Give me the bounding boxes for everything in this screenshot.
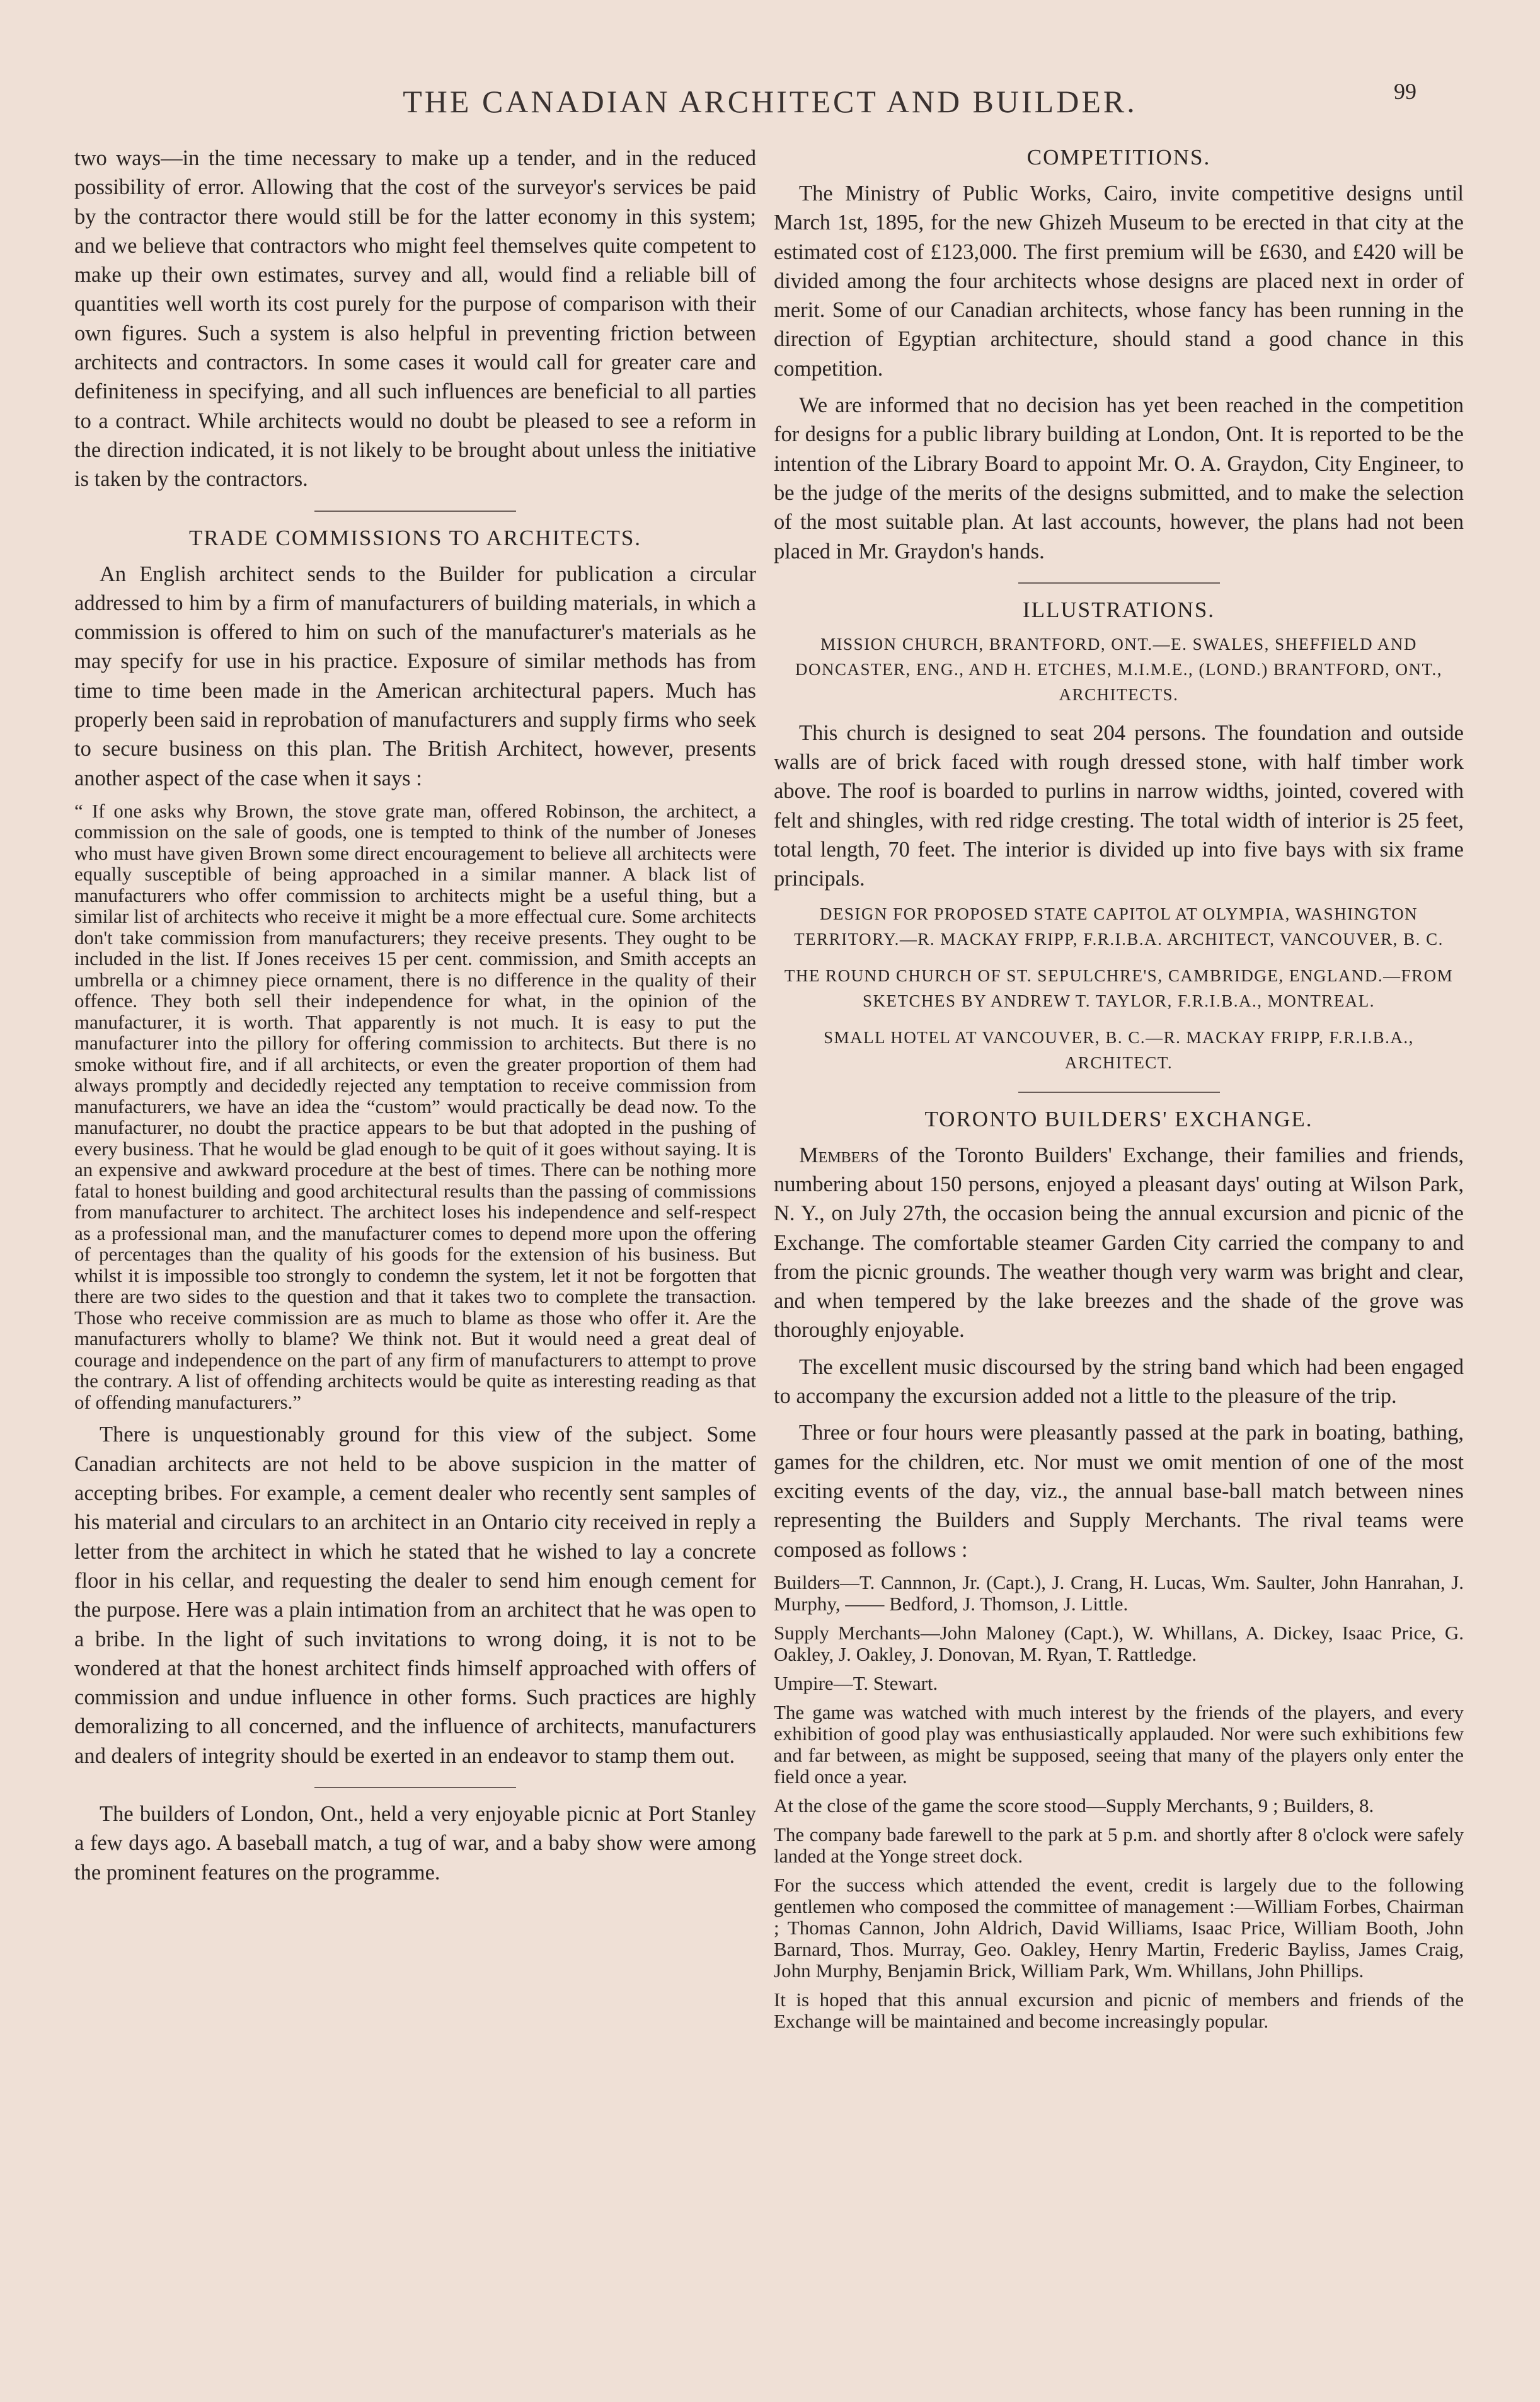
trade-paragraph-2: There is unquestionably ground for this view of the subject. Some Canadian architects are not held to be above suspicion in the matter of accepting bribes. For example, a cement dealer who recently sent samples of his material and circulars to an architect in an Ontario city received in reply a letter from the architect in which he stated that he wished to lay a concrete floor in his cellar, and requesting the dealer to send him enough cement for the purpose. Here was a plain intimation from an architect that he was open to a bribe. In the light of such invitations to wrong doing, it is not to be wondered at that the honest architect finds himself approached with offers of commission and undue influence in other forms. Such practices are highly demoralizing to all concerned, and the influence of architects, manufacturers and dealers of integrity should be exerted in an endeavor to stamp them out. xyxy=(74,1423,756,1768)
toronto-paragraph-5: At the close of the game the score stood—Supply Merchants, 9 ; Builders, 8. xyxy=(774,1794,1374,1816)
toronto-paragraph-4: The game was watched with much interest by the friends of the players, and every exhibition of good play was enthusiastically applauded. Nor were such exhibitions few and far between, as might be supposed, seeing that many of the players only enter the field once a year. xyxy=(774,1700,1464,1787)
illustrations-heading: ILLUSTRATIONS. xyxy=(1022,597,1215,622)
running-title: THE CANADIAN ARCHITECT AND BUILDER. xyxy=(403,84,1137,119)
left-column xyxy=(74,144,756,1895)
intro-paragraph: two ways—in the time necessary to make up a tender, and in the reduced possibility of error. Allowing that the cost of the surveyor's services be paid by the contractor there would still be for the latter economy in this system; and we believe that contractors who might feel themselves quite competent to make up their own estimates, survey and all, would find a reliable bill of quantities well worth its cost purely for the purpose of comparison with their own figures. Such a system is also helpful in preventing friction between architects and contractors. In some cases it would call for greater care and definiteness in specifying, and all such influences are beneficial to all parties to a contract. While architects would no doubt be pleased to see a reform in the direction indicated, it is not likely to be brought about unless the initiative is taken by the contractors. xyxy=(74,146,756,492)
section-divider xyxy=(1018,1092,1220,1093)
illustration-caption-state-capitol: DESIGN FOR PROPOSED STATE CAPITOL AT OLYMPIA, WASHINGTON TERRITORY.—R. MACKAY FRIPP, F.R.I.B.A. ARCHITECT, VANCOUVER, B. C. xyxy=(794,904,1444,949)
toronto-builders-team: Builders—T. Cannnon, Jr. (Capt.), J. Crang, H. Lucas, Wm. Saulter, John Hanrahan, J. Murphy, —— Bedford, J. Thomson, J. Little. xyxy=(774,1571,1464,1615)
section-divider xyxy=(314,511,516,512)
competitions-heading: COMPETITIONS. xyxy=(1026,145,1211,170)
trade-paragraph-1: An English architect sends to the Builder for publication a circular addressed to him by a firm of manufacturers of building materials, in which a commission is offered to him on such of the manufacturer's materials as he may specify for use in his practice. Exposure of similar methods has from time to time been made in the American architectural papers. Much has properly been said in reprobation of manufacturers and supply firms who seek to secure business on this plan. The British Architect, however, presents another aspect of the case when it says : xyxy=(74,562,756,790)
toronto-paragraph-1 xyxy=(774,1141,1464,1345)
right-column xyxy=(774,144,1464,2040)
section-divider xyxy=(1018,582,1220,584)
toronto-paragraph-6: The company bade farewell to the park at 5 p.m. and shortly after 8 o'clock were safely landed at the Yonge street dock. xyxy=(774,1823,1464,1867)
toronto-umpire: Umpire—T. Stewart. xyxy=(774,1672,938,1694)
toronto-paragraph-3: Three or four hours were pleasantly passed at the park in boating, bathing, games for the children, etc. Nor must we omit mention of one of the most exciting events of the day, viz., the annual base-ball match between nines representing the Builders and Supply Merchants. The rival teams were composed as follows : xyxy=(774,1421,1464,1562)
section-divider xyxy=(314,1787,516,1788)
trade-quote: “ If one asks why Brown, the stove grate man, offered Robinson, the architect, a commission on the sale of goods, one is tempted to think of the number of Joneses who must have given Brown some direct encouragement to believe all architects were equally susceptible of being approached in a similar manner. A black list of manufacturers who offer commission to architects might be a useful thing, but a similar list of architects who receive it might be a more effectual cure. Some architects don't take commission from manufacturers; they receive presents. They ought to be included in the list. If Jones receives 15 per cent. commission, and Smith accepts an umbrella or a chimney piece ornament, there is no difference in the quality of their offence. They both sell their independence for what, in the opinion of the manufacturer, it is worth. That apparently is not much. It is easy to put the manufacturer into the pillory for offering commission to architects. But there is no smoke without fire, and if all architects, or even the greater proportion of them had always promptly and decidedly rejected any temptation to receive commission from manufacturers, we have an idea the “custom” would practically be dead now. To the manufacturer, no doubt the practice appears to be but that adopted in the pushing of every business. That he would be glad enough to be quit of it goes without saying. It is an expensive and awkward procedure at the best of times. There can be nothing more fatal to honest building and good architectural results than the passing of commissions from manufacturer to architect. The architect loses his independence and self-respect as a professional man, and the manufacturer comes to depend more upon the offering of percentages than the quality of his goods for the extension of his business. But whilst it is impossible too strongly to condemn the system, let it not be forgotten that there are two sides to the question and that it takes two to complete the transaction. Those who receive commission are as much to blame as those who offer it. Are the manufacturers wholly to blame? We think not. But it would need a great deal of courage and independence on the part of any firm of manufacturers to attempt to prove the contrary. A list of offending architects would be quite as interesting reading as that of offending manufacturers.” xyxy=(74,799,756,1413)
toronto-paragraph-7: For the success which attended the event, credit is largely due to the following gentlemen who composed the committee of management :—William Forbes, Chairman ; Thomas Cannon, John Aldrich, David Williams, Isaac Price, William Booth, John Barnard, Thos. Murray, Geo. Oakley, Henry Martin, Frederic Bayliss, James Craig, John Murphy, Benjamin Brick, William Park, Wm. Whillans, John Phillips. xyxy=(774,1873,1464,1982)
illustration-caption-round-church: THE ROUND CHURCH OF ST. SEPULCHRE'S, CAMBRIDGE, ENGLAND.—FROM SKETCHES BY ANDREW T. TAYLOR, F.R.I.B.A., MONTREAL. xyxy=(784,966,1454,1010)
toronto-paragraph-1-text: of the Toronto Builders' Exchange, their families and friends, numbering about 150 persons, enjoyed a pleasant days' outing at Wilson Park, N. Y., on July 27th, the occasion being the annual excursion and picnic of the Exchange. The comfortable steamer Garden City carried the company to and from the picnic grounds. The weather though very warm was bright and clear, and when tempered by the lake breezes and the shade of the grove was thoroughly enjoyable. xyxy=(774,1143,1464,1342)
illustration-caption-small-hotel: SMALL HOTEL AT VANCOUVER, B. C.—R. MACKAY FRIPP, F.R.I.B.A., ARCHITECT. xyxy=(824,1027,1414,1072)
illustration-paragraph-mission-church: This church is designed to seat 204 persons. The foundation and outside walls are of brick faced with rough dressed stone, with half timber work above. The roof is boarded to purlins in narrow widths, jointed, covered with felt and shingles, with red ridge cresting. The total width of interior is 25 feet, total length, 70 feet. The interior is divided up into five bays with six frame principals. xyxy=(774,720,1464,891)
trade-commissions-heading: TRADE COMMISSIONS TO ARCHITECTS. xyxy=(188,525,642,550)
london-picnic-paragraph: The builders of London, Ont., held a very enjoyable picnic at Port Stanley a few days ago. A baseball match, a tug of war, and a baby show were among the prominent features on the programme. xyxy=(74,1802,756,1885)
toronto-supply-team: Supply Merchants—John Maloney (Capt.), W. Whillans, A. Dickey, Isaac Price, G. Oakley, J. Oakley, J. Donovan, M. Ryan, T. Rattledge. xyxy=(774,1621,1464,1665)
toronto-paragraph-8: It is hoped that this annual excursion and picnic of members and friends of the Exchange will be maintained and become increasingly popular. xyxy=(774,1988,1464,2032)
toronto-lead-word: Members xyxy=(799,1143,879,1167)
competitions-paragraph-2: We are informed that no decision has yet been reached in the competition for designs for a public library building at London, Ont. It is reported to be the intention of the Library Board to appoint Mr. O. A. Graydon, City Engineer, to be the judge of the merits of the designs submitted, and to make the selection of the most suitable plan. At last accounts, however, the plans had not been placed in Mr. Graydon's hands. xyxy=(774,393,1464,563)
page-number: 99 xyxy=(1394,79,1416,104)
competitions-paragraph-1: The Ministry of Public Works, Cairo, invite competitive designs until March 1st, 1895, for the new Ghizeh Museum to be erected in that city at the estimated cost of £123,000. The first premium will be £630, and £420 will be divided among the four architects whose designs are placed next in order of merit. Some of our Canadian architects, whose fancy has been running in the direction of Egyptian architecture, should stand a good chance in this competition. xyxy=(774,182,1464,381)
toronto-exchange-heading: TORONTO BUILDERS' EXCHANGE. xyxy=(924,1106,1313,1131)
illustration-caption-mission-church: MISSION CHURCH, BRANTFORD, ONT.—E. SWALES, SHEFFIELD AND DONCASTER, ENG., AND H. ETCHES, M.I.M.E., (LOND.) BRANTFORD, ONT., ARCHITECTS. xyxy=(795,634,1442,704)
toronto-paragraph-2: The excellent music discoursed by the string band which had been engaged to accompany the excursion added not a little to the pleasure of the trip. xyxy=(774,1354,1464,1409)
